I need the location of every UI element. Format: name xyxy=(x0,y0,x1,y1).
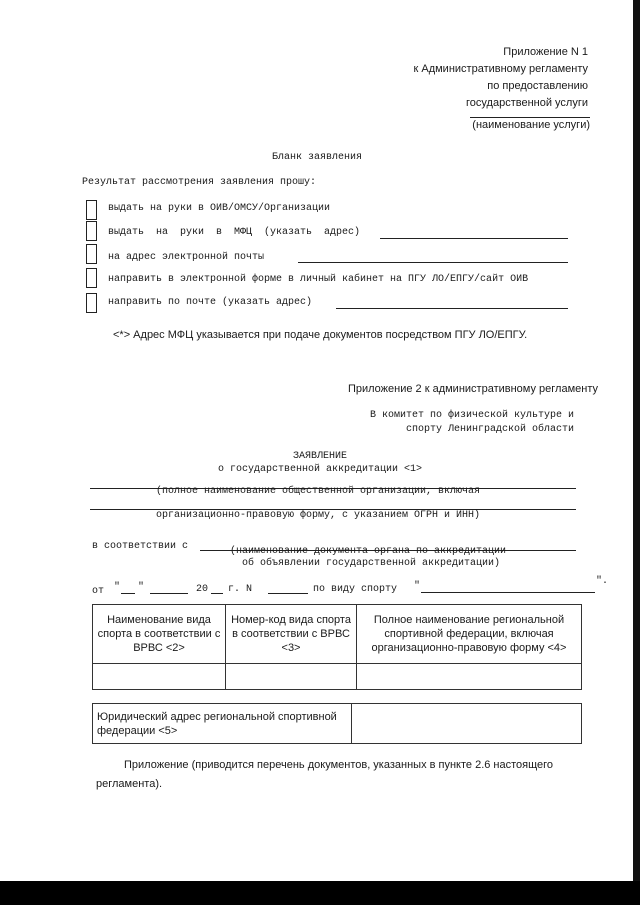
option-checkbox-5[interactable] xyxy=(86,293,97,313)
mfc-note: <*> Адрес МФЦ указывается при подаче документов посредством ПГУ ЛО/ЕПГУ. xyxy=(113,329,528,341)
mfc-address-field[interactable] xyxy=(380,238,568,239)
federation-table xyxy=(92,604,582,690)
number-label: г. N xyxy=(228,584,253,595)
sport-field[interactable] xyxy=(421,592,595,593)
header-sport-name: Наименование вида спорта в соответствии с ВРВС <2> xyxy=(93,605,226,664)
sport-quote-open: " xyxy=(414,581,421,592)
sport-quote-close: ". xyxy=(596,576,609,587)
organization-name-caption: (полное наименование общественной организации, включая xyxy=(156,486,481,497)
email-field[interactable] xyxy=(298,262,568,263)
legal-address-label: Юридический адрес региональной спортивной федерации <5> xyxy=(93,704,352,744)
addressee-line1: В комитет по физической культуре и xyxy=(369,410,574,421)
option-label-3: на адрес электронной почты xyxy=(108,252,265,263)
sport-label: по виду спорту xyxy=(313,584,398,595)
option-label-5: направить по почте (указать адрес) xyxy=(108,297,313,308)
day-field[interactable] xyxy=(121,593,135,594)
accreditation-doc-caption2: об объявлении государственной аккредитации) xyxy=(242,558,501,569)
scan-edge-right xyxy=(633,0,640,905)
attachment-label: Приложение xyxy=(124,759,189,771)
month-field[interactable] xyxy=(150,593,188,594)
day-quote-open: " xyxy=(114,582,121,593)
statement-subtitle: о государственной аккредитации <1> xyxy=(217,464,423,475)
header-sport-code: Номер-код вида спорта в соответствии с ВРВС <3> xyxy=(226,605,357,664)
result-prompt: Результат рассмотрения заявления прошу: xyxy=(82,177,317,188)
cell-sport-code[interactable] xyxy=(226,664,357,690)
attachment-text: (приводится перечень документов, указанных в пункте 2.6 настоящего xyxy=(191,759,554,771)
cell-sport-name[interactable] xyxy=(93,664,226,690)
accreditation-doc-caption1: (наименование документа органа по аккредитации xyxy=(230,546,507,557)
service-name-line xyxy=(470,117,590,118)
option-label-4: направить в электронной форме в личный кабинет на ПГУ ЛО/ЕПГУ/сайт ОИВ xyxy=(108,274,529,285)
cell-federation-name[interactable] xyxy=(357,664,582,690)
statement-title: ЗАЯВЛЕНИЕ xyxy=(292,451,347,462)
attachment-text-continued: регламента). xyxy=(96,778,163,790)
option-checkbox-1[interactable] xyxy=(86,200,97,220)
form-title: Бланк заявления xyxy=(272,152,363,163)
in-accordance-label: в соответствии с xyxy=(92,541,189,552)
year-field[interactable] xyxy=(211,593,223,594)
addressee-line2: спорту Ленинградской области xyxy=(405,424,574,435)
option-label-1: выдать на руки в ОИВ/ОМСУ/Организации xyxy=(108,203,331,214)
appendix2-header: Приложение 2 к административному регламенту xyxy=(347,383,598,395)
option-checkbox-4[interactable] xyxy=(86,268,97,288)
service-name-caption: (наименование услуги) xyxy=(472,119,590,131)
appendix1-line1: Приложение N 1 xyxy=(503,46,588,58)
attachment-paragraph xyxy=(124,759,610,771)
organization-form-caption: организационно-правовую форму, с указанием ОГРН и ИНН) xyxy=(156,510,481,521)
appendix1-line3: по предоставлению xyxy=(487,80,588,92)
scan-edge-bottom xyxy=(0,881,640,905)
postal-address-field[interactable] xyxy=(336,308,568,309)
option-checkbox-3[interactable] xyxy=(86,244,97,264)
year-prefix: 20 xyxy=(196,584,209,595)
appendix1-line2: к Административному регламенту xyxy=(413,63,588,75)
day-quote-close: " xyxy=(138,582,145,593)
legal-address-value[interactable] xyxy=(352,704,582,744)
header-federation-name: Полное наименование региональной спортивной федерации, включая организационно-правовую форму <4> xyxy=(357,605,582,664)
legal-address-table xyxy=(92,703,582,744)
option-label-2: выдать на руки в МФЦ (указать адрес) xyxy=(108,227,361,238)
date-from-label: от xyxy=(92,586,105,597)
number-field[interactable] xyxy=(268,593,308,594)
appendix1-line4: государственной услуги xyxy=(466,97,588,109)
option-checkbox-2[interactable] xyxy=(86,221,97,241)
